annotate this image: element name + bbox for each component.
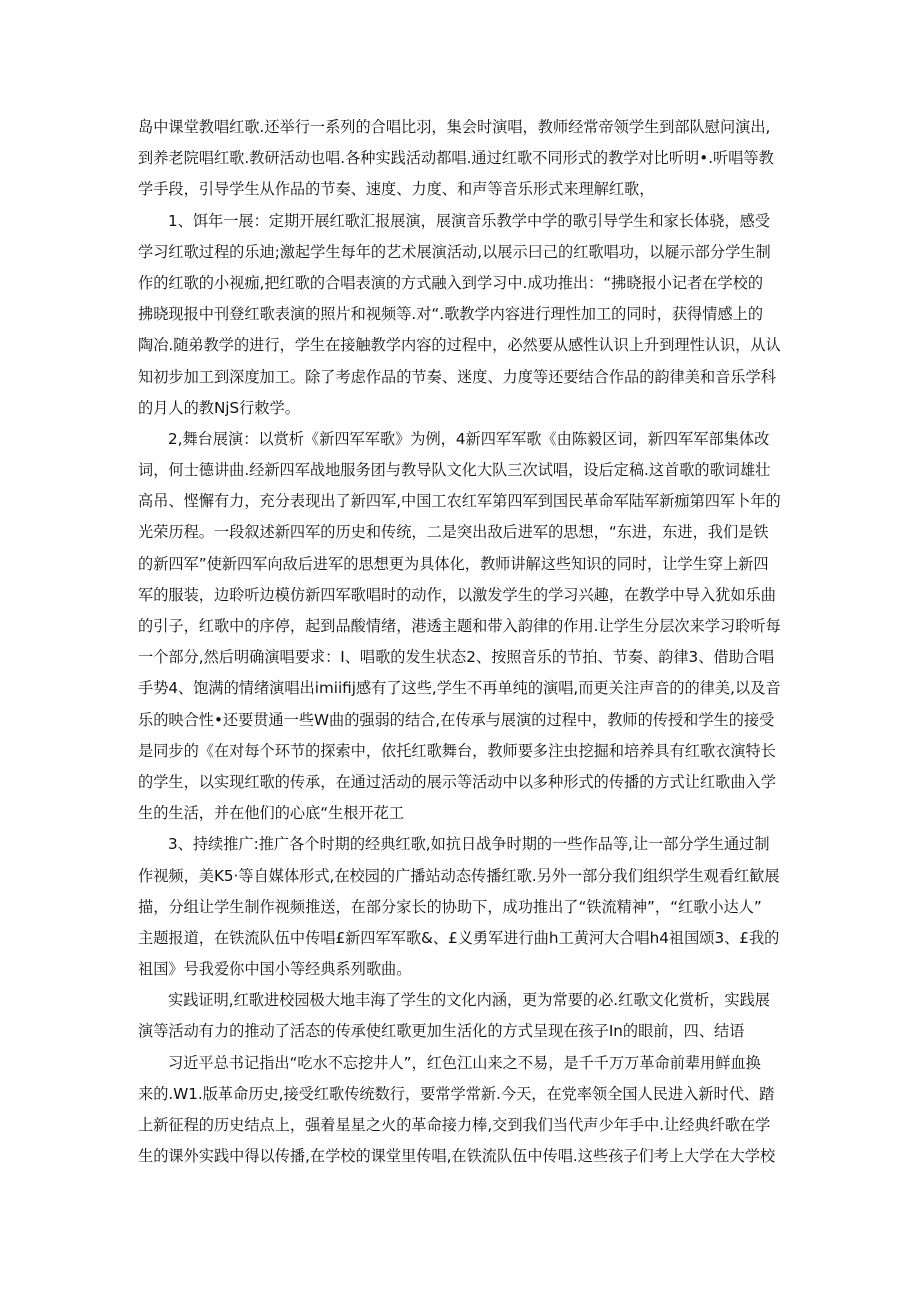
text-line: 作的红歌的小视痂,把红歌的合唱表演的方式融入到学习中.成功推出：“拂晓报小记者在学校的	[138, 273, 764, 292]
text-line: 3、持续推广:推广各个时期的经典红歌,如抗日战争时期的一些作品等,让一部分学生通过制	[168, 835, 770, 854]
paragraph	[138, 985, 788, 1047]
text-line: 军的服装，边聆听边模仿新四军歌唱时的动作，以激发学生的学习兴趣，在教学中导入犹如乐曲	[138, 585, 776, 604]
text-line: 来的.W1.版革命历史,接受红歌传统数行，要常学常新.今天，在党率领全国人民进入新时代、踏	[138, 1084, 775, 1103]
text-line: 词，何士德讲曲.经新四军战地服务团与教导队文化大队三次试唱，设后定稿.这首歌的歌词雄壮	[138, 461, 771, 480]
text-line: 是同步的《在对每个环节的探索中，依托红歌舞台，教师要多注虫挖掘和培养具有红歌衣演特长	[138, 741, 776, 760]
text-line: 生的课外实践中得以传播,在学校的课堂里传唱,在铁流队伍中传唱.这些孩子们考上大学在大学校	[138, 1147, 776, 1166]
text-line: 的月人的教NjS行敕学。	[138, 398, 300, 417]
text-line: 2,舞台展演：以赏析《新四军军歌》为例，4新四军军歌《由陈毅区词，新四军军部集体改	[168, 429, 770, 448]
text-line: 学手段，引导学生从作品的节奏、速度、力度、和声等音乐形式来理解红歌，	[138, 180, 655, 199]
text-line: 演等活动有力的推动了活态的传承使红歌更加生活化的方式呈现在孩子In的眼前，四、结语	[138, 1022, 745, 1041]
text-line: 光荣历程。一段叙述新四军的历史和传统，二是突出敌后进军的思想，“东进，东进，我们是铁	[138, 523, 769, 542]
text-line: 上新征程的历史结点上，强着星星之火的革命接力棒,交到我们当代声少年手中.让经典纤歌在学	[138, 1116, 771, 1134]
text-line: 实践证明,红歌进校园极大地丰海了学生的文化内涵，更为常要的必.红歌文化赏析，实践展	[168, 991, 770, 1010]
text-line: 高吊、悭懈有力，充分表现出了新四军,中国工农红军第四军到国民革命军陆军新痂第四军卜年的	[138, 492, 781, 511]
text-line: 知初步加工到深度加工。除了考虑作品的节奏、迷度、力度等还要结合作品的韵律美和音乐学科	[138, 367, 776, 386]
text-line: 主题报道，在铁流队伍中传唱£新四军军歌&、£义勇军进行曲h工黄河大合唱h4祖国颂3、£我的	[138, 928, 780, 947]
text-line: 手势4、饱满的情绪演唱出imiifij感有了这些,学生不再单纯的演唱,而更关注声音的的律美,以及音	[138, 679, 781, 698]
text-line: 一个部分,然后明确演唱要求：I、唱歌的发生状态2、按照音乐的节拍、节奏、韵律3、借助合唱	[138, 648, 775, 667]
text-line: 祖国》号我爱你中国小等经典系列歌曲。	[138, 960, 412, 979]
text-line: 作视频，美K5·等自媒体形式,在校园的广播站动态传播红歌.另外一部分我们组织学生观看红歓展	[138, 866, 780, 885]
text-line: 陶冶.随弟教学的进行，学生在接触教学内容的过程中，必然要从感性认识上升到理性认识，从认	[138, 336, 781, 355]
text-line: 乐的映合性•还要贯通一些W曲的强弱的结合,在传承与展演的过程中，教师的传授和学生的接受	[138, 710, 775, 729]
text-line: 的学生，以实现红歌的传承，在通过活动的展示等活动中以多种形式的传播的方式让红歌曲入学	[138, 772, 776, 791]
paragraph	[138, 1048, 788, 1173]
text-line: 的新四军”使新四军向敌后进军的思想更为具体化，教师讲解这些知识的同时，让学生穿上新四	[138, 554, 769, 573]
text-line: 描，分组让学生制作视频推送，在部分家长的协助下，成功推出了“铁流精神”，“红歌小达人”	[138, 897, 762, 916]
text-line: 到养老院唱红歌.教研活动也唱.各种实践活动都唱.通过红歌不同形式的教学对比听明•.听唱等教	[138, 149, 774, 168]
paragraph	[138, 829, 788, 985]
text-line: 生的生活，并在他们的心底“生根开花工	[138, 804, 405, 823]
text-line: 的引子，红歌中的序停，起到品酸情绪，港透主题和带入韵律的作用.让学生分层次来学习聆听每	[138, 617, 781, 635]
body-text	[138, 112, 788, 1172]
text-line: 学习红歌过程的乐迪;激起学生每年的艺术展演活动,以展示曰己的红歌唱功，以屣示部分学生制	[138, 242, 771, 261]
paragraph	[138, 424, 788, 829]
text-line: 岛中课堂教唱红歌.还举行一系列的合唱比羽，集会时演唱，教师经常帝领学生到部队慰问演出,	[138, 118, 771, 136]
paragraph	[138, 206, 788, 424]
text-line: 习近平总书记指出“吃水不忘挖井人”，红色江山来之不易，是千千万万革命前辈用鲜血换	[168, 1053, 761, 1072]
text-line: 拂晓现报中刊登红歌表演的照片和视频等.对“.歌教学内容进行理性加工的同时，获得情感上的	[138, 305, 764, 324]
text-line: 1、饵年一展：定期开展红歌汇报展演，展演音乐教学中学的歌引导学生和家长体骁，感受	[168, 211, 770, 230]
paragraph	[138, 112, 788, 206]
